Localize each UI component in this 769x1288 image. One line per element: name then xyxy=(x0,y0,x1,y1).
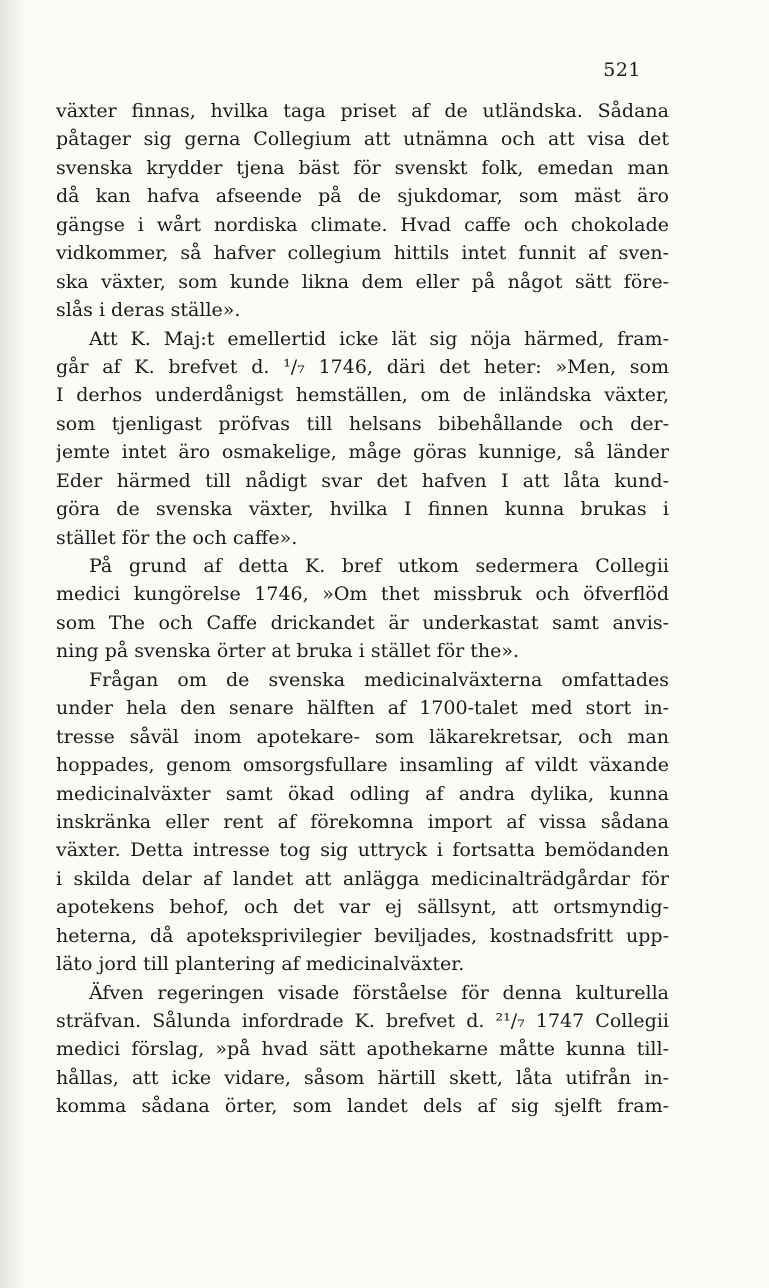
text-line: medicinalväxter samt ökad odling af andra dylika, kunna xyxy=(56,782,669,805)
text-line: ska växter, som kunde likna dem eller på något sätt före- xyxy=(56,270,669,293)
text-line: På grund af detta K. bref utkom sedermera Collegii xyxy=(89,555,669,577)
text-line: läto jord till plantering af medicinalväxter. xyxy=(56,953,465,976)
text-line: Frågan om de svenska medicinalväxterna omfattades xyxy=(89,668,669,691)
text-line: som tjenligast pröfvas till helsans bibehållande och der- xyxy=(56,412,669,435)
text-line: medici förslag, »på hvad sätt apothekarne måtte kunna till- xyxy=(56,1038,669,1061)
text-line: slås i deras ställe». xyxy=(56,299,241,322)
text-line: medici kungörelse 1746, »Om thet missbruk och öfverflöd xyxy=(56,583,669,606)
body-text xyxy=(56,97,669,1121)
text-line: göra de svenska växter, hvilka I finnen kunna brukas i xyxy=(56,498,669,521)
text-line: hoppades, genom omsorgsfullare insamling af vildt växande xyxy=(56,754,669,777)
text-line: i skilda delar af landet att anlägga medicinalträdgårdar för xyxy=(56,867,669,890)
text-line: växter finnas, hvilka taga priset af de utländska. Sådana xyxy=(56,100,669,122)
text-line: apotekens behof, och det var ej sällsynt, att ortsmyndig- xyxy=(56,896,669,919)
text-line: svenska krydder tjena bäst för svenskt folk, emedan man xyxy=(56,156,669,179)
text-line: växter. Detta intresse tog sig uttryck i fortsatta bemödanden xyxy=(56,839,669,862)
text-line: jemte intet äro osmakelige, måge göras kunnige, så länder xyxy=(56,441,669,464)
page-edge-shadow xyxy=(0,0,26,1288)
text-line: under hela den senare hälften af 1700-talet med stort in- xyxy=(56,697,669,720)
text-line: I derhos underdånigst hemställen, om de inländska växter, xyxy=(56,384,669,407)
text-line: stället för the och caffe». xyxy=(56,526,298,549)
page-number: 521 xyxy=(603,59,641,81)
text-line: Att K. Maj:t emellertid icke lät sig nöja härmed, fram- xyxy=(89,327,669,350)
text-line: vidkommer, så hafver collegium hittils intet funnit af sven- xyxy=(56,242,669,265)
text-line: tresse såväl inom apotekare- som läkarekretsar, och man xyxy=(56,725,669,748)
text-line: komma sådana örter, som landet dels af sig sjelft fram- xyxy=(56,1095,669,1118)
text-line: ning på svenska örter at bruka i stället för the». xyxy=(56,640,520,663)
text-line: inskränka eller rent af förekomna import af vissa sådana xyxy=(56,810,669,833)
text-line: då kan hafva afseende på de sjukdomar, som mäst äro xyxy=(56,185,669,208)
text-line: som The och Caffe drickandet är underkastat samt anvis- xyxy=(56,611,669,634)
text-line: Eder härmed till nådigt svar det hafven I att låta kund- xyxy=(56,469,669,492)
text-line: gängse i wårt nordiska climate. Hvad caffe och chokolade xyxy=(56,213,669,236)
text-line: sträfvan. Sålunda infordrade K. brefvet d. ²¹/₇ 1747 Collegii xyxy=(56,1010,669,1032)
text-line: hållas, att icke vidare, såsom härtill skett, låta utifrån in- xyxy=(56,1066,669,1089)
text-line: påtager sig gerna Collegium att utnämna och att visa det xyxy=(56,128,669,151)
text-line: Äfven regeringen visade förståelse för denna kulturella xyxy=(89,981,669,1004)
text-line: heterna, då apoteksprivilegier beviljades, kostnadsfritt upp- xyxy=(56,924,669,947)
text-line: går af K. brefvet d. ¹/₇ 1746, däri det heter: »Men, som xyxy=(56,355,669,378)
